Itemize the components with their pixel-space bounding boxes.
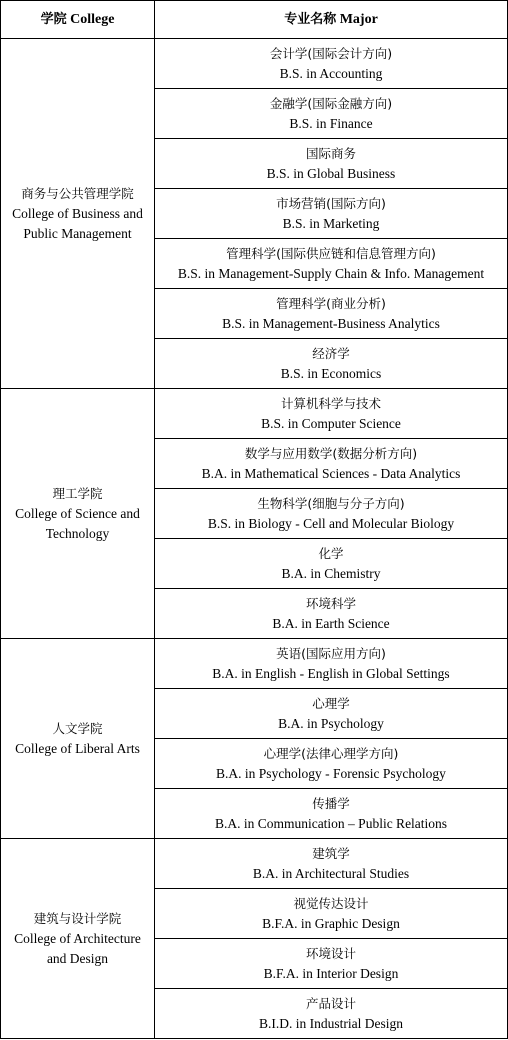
major-name-en: B.A. in English - English in Global Settings [212, 665, 450, 681]
major-name-en: B.S. in Economics [280, 365, 382, 381]
college-name-en-cont: Public Management [23, 225, 132, 241]
major-cell [155, 439, 508, 489]
major-header-cn: 专业名称 [284, 11, 337, 27]
major-name-cn: 会计学(国际会计方向) [269, 45, 393, 61]
major-cell [155, 989, 508, 1039]
table-row [1, 639, 508, 689]
major-cell [155, 489, 508, 539]
major-cell [155, 389, 508, 439]
major-name-en: B.S. in Management-Supply Chain & Info. Management [177, 265, 485, 281]
college-cell [1, 639, 155, 839]
major-name-en: B.A. in Architectural Studies [252, 865, 410, 881]
major-name-cn: 心理学(法律心理学方向) [263, 745, 399, 761]
major-name-en: B.A. in Earth Science [272, 615, 390, 631]
major-column-header [155, 1, 508, 39]
college-name-cn: 理工学院 [52, 485, 103, 501]
major-name-en: B.S. in Management-Business Analytics [222, 315, 440, 331]
major-cell [155, 889, 508, 939]
major-cell [155, 539, 508, 589]
major-cell [155, 589, 508, 639]
major-cell [155, 189, 508, 239]
college-name-en: College of Architecture [14, 930, 141, 946]
table-body [1, 39, 508, 1039]
college-header-cn: 学院 [40, 11, 67, 27]
college-cell [1, 389, 155, 639]
major-name-cn: 市场营销(国际方向) [276, 195, 386, 211]
college-name-cn: 商务与公共管理学院 [21, 185, 134, 201]
major-name-en: B.S. in Global Business [266, 165, 396, 181]
major-name-en: B.A. in Mathematical Sciences - Data Analytics [201, 465, 461, 481]
major-cell [155, 839, 508, 889]
major-name-cn: 传播学 [312, 795, 350, 811]
table-row [1, 389, 508, 439]
college-name-cn: 建筑与设计学院 [33, 910, 122, 926]
major-cell [155, 139, 508, 189]
major-name-en: B.I.D. in Industrial Design [259, 1015, 403, 1031]
major-name-cn: 产品设计 [305, 995, 356, 1011]
major-cell [155, 939, 508, 989]
college-name-en-cont: Technology [45, 525, 110, 541]
major-name-cn: 生物科学(细胞与分子方向) [257, 495, 405, 511]
major-name-en: B.S. in Marketing [282, 215, 380, 231]
major-name-cn: 英语(国际应用方向) [276, 645, 386, 661]
major-name-cn: 管理科学(商业分析) [276, 295, 386, 311]
major-name-en: B.S. in Accounting [279, 65, 383, 81]
college-column-header [1, 1, 155, 39]
college-cell [1, 39, 155, 389]
major-cell [155, 639, 508, 689]
major-name-cn: 金融学(国际金融方向) [269, 95, 393, 111]
major-name-en: B.F.A. in Graphic Design [262, 915, 400, 931]
college-name-en: College of Business and [12, 205, 143, 221]
major-name-cn: 建筑学 [312, 845, 350, 861]
major-header-en: Major [339, 11, 378, 27]
college-header-en: College [70, 11, 115, 27]
major-cell [155, 239, 508, 289]
major-name-cn: 国际商务 [305, 145, 356, 161]
major-name-cn: 环境科学 [305, 595, 356, 611]
major-name-en: B.A. in Chemistry [281, 565, 381, 581]
major-name-en: B.S. in Biology - Cell and Molecular Biology [207, 515, 455, 531]
header-row [1, 1, 508, 39]
major-name-cn: 经济学 [312, 345, 350, 361]
major-name-cn: 管理科学(国际供应链和信息管理方向) [226, 245, 436, 261]
major-name-cn: 计算机科学与技术 [280, 395, 381, 411]
major-name-en: B.S. in Finance [289, 115, 373, 131]
major-name-cn: 环境设计 [305, 945, 356, 961]
major-cell [155, 89, 508, 139]
major-name-cn: 视觉传达设计 [293, 895, 369, 911]
college-name-en: College of Liberal Arts [15, 740, 140, 756]
major-cell [155, 689, 508, 739]
table-row [1, 839, 508, 889]
major-name-en: B.A. in Communication – Public Relations [214, 815, 448, 831]
college-name-cn: 人文学院 [52, 720, 103, 736]
major-cell [155, 339, 508, 389]
table-row [1, 39, 508, 89]
major-name-en: B.S. in Computer Science [261, 415, 401, 431]
college-name-en: College of Science and [15, 505, 140, 521]
major-cell [155, 739, 508, 789]
college-name-en-cont: and Design [46, 950, 109, 966]
major-name-cn: 化学 [318, 545, 344, 561]
major-name-en: B.A. in Psychology - Forensic Psychology [216, 765, 446, 781]
major-name-cn: 数学与应用数学(数据分析方向) [244, 445, 418, 461]
major-name-en: B.A. in Psychology [278, 715, 384, 731]
college-cell [1, 839, 155, 1039]
major-cell [155, 289, 508, 339]
major-cell [155, 39, 508, 89]
major-name-cn: 心理学 [312, 695, 350, 711]
major-name-en: B.F.A. in Interior Design [263, 965, 399, 981]
major-cell [155, 789, 508, 839]
